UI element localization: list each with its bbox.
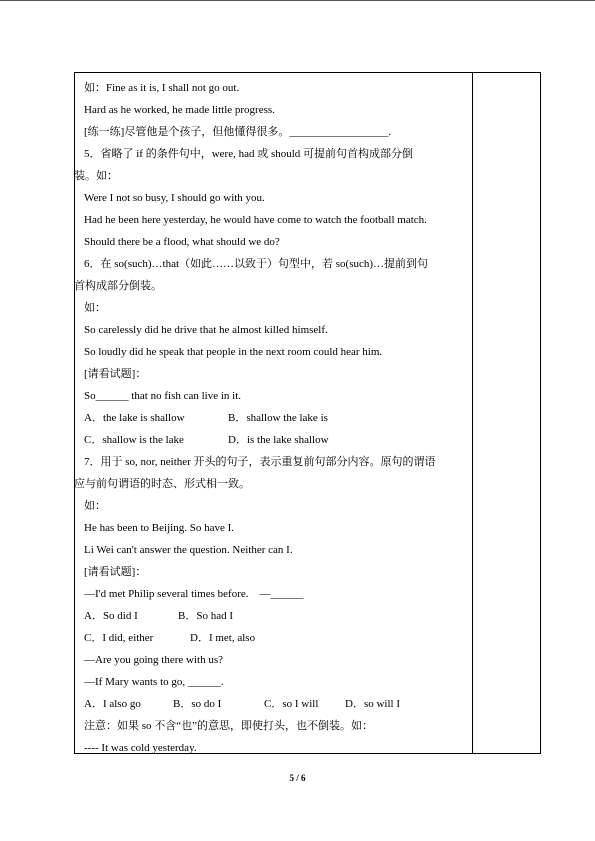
text-line: 如： — [84, 500, 106, 512]
question-line: —Are you going there with us? — [84, 654, 223, 666]
text-line: 应与前句谓语的时态、形式相一致。 — [74, 478, 250, 490]
option-a: A．So did I — [84, 610, 138, 622]
top-rule — [0, 0, 595, 1]
rule-heading-6: 6．在 so(such)…that（如此……以致于）句型中，若 so(such)…提前到句 — [84, 258, 429, 270]
text-line: Hard as he worked, he made little progress. — [84, 104, 275, 116]
option-c: C．I did, either — [84, 632, 154, 644]
option-b: B．So had I — [178, 610, 233, 622]
option-a: A．the lake is shallow — [84, 412, 185, 424]
column-divider — [472, 73, 473, 753]
option-d: D．is the lake shallow — [228, 434, 329, 446]
option-c: C．shallow is the lake — [84, 434, 184, 446]
text-line: 首构成部分倒装。 — [74, 280, 162, 292]
option-b: B．so do I — [173, 698, 222, 710]
page-number: 5 / 6 — [289, 773, 306, 783]
example-line: Had he been here yesterday, he would have come to watch the football match. — [84, 214, 427, 226]
example-line: Were I not so busy, I should go with you. — [84, 192, 265, 204]
option-b: B．shallow the lake is — [228, 412, 328, 424]
note-line: 注意：如果 so 不含“也”的意思，即使打头，也不倒装。如： — [84, 720, 374, 732]
option-a: A．I also go — [84, 698, 141, 710]
example-line: So carelessly did he drive that he almost killed himself. — [84, 324, 328, 336]
rule-heading-7: 7．用于 so, nor, neither 开头的句子，表示重复前句部分内容。原句的谓语 — [84, 456, 436, 468]
example-line: Li Wei can't answer the question. Neither can I. — [84, 544, 293, 556]
text-line: 如：Fine as it is, I shall not go out. — [84, 82, 240, 94]
example-line: He has been to Beijing. So have I. — [84, 522, 234, 534]
option-c: C．so I will — [264, 698, 319, 710]
text-line: 如： — [84, 302, 106, 314]
quiz-label: [请看试题]： — [84, 368, 147, 380]
rule-heading-5: 5．省略了 if 的条件句中，were, had 或 should 可提前句首构成部分倒 — [84, 148, 414, 160]
text-line: 装。如： — [74, 170, 118, 182]
exercise-line: [练一练]尽管他是个孩子，但他懂得很多。__________________. — [84, 126, 392, 138]
example-line: Should there be a flood, what should we do? — [84, 236, 280, 248]
quiz-label: [请看试题]： — [84, 566, 147, 578]
option-d: D．so will I — [345, 698, 400, 710]
example-line: So loudly did he speak that people in the next room could hear him. — [84, 346, 383, 358]
option-d: D．I met, also — [190, 632, 256, 644]
question-line: So______ that no fish can live in it. — [84, 390, 242, 402]
question-line: —I'd met Philip several times before. —______ — [84, 588, 304, 600]
question-line: —If Mary wants to go, ______. — [84, 676, 224, 688]
example-line: ---- It was cold yesterday. — [84, 742, 197, 754]
